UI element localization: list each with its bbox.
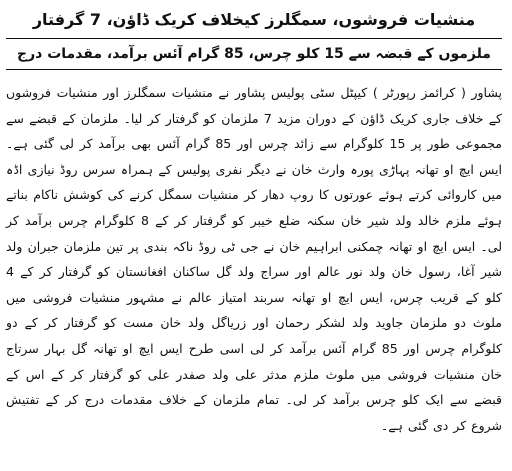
subheadline-divider	[6, 69, 502, 70]
article-subheadline: ملزموں کے قبضہ سے 15 کلو چرس، 85 گرام آئس برآمد، مقدمات درج	[17, 46, 491, 62]
article-headline: منشیات فروشوں، سمگلرز کیخلاف کریک ڈاؤن، 7 گرفتار	[32, 10, 476, 29]
article-body: پشاور ( کرائمز رپورٹر ) کیپٹل سٹی پولیس پشاور نے منشیات سمگلرز اور منشیات فروشوں کے خلاف جاری کریک ڈاؤن کے دوران مزید 7 ملزمان کو گرفتار کر لیا۔ ملزمان کے قبضے سے مجموعی طور پر 15 کلوگرام سے زائد چرس اور 85 گرام آئس بھی برآمد کر لی گئی ہے۔ ایس ایچ او تھانہ پہاڑی پورہ وارث خان نے دیگر نفری پولیس کے ہمراہ سرس روڈ نیازی اڈہ میں کاروائی کرتے ہوئے عورتوں کا روپ دھار کر منشیات سمگل کرنے کی کوشش ناکام بناتے ہوئے ملزم خالد ولد شیر خان سکنہ ضلع خیبر کو گرفتار کر کے 8 کلوگرام چرس برآمد کر لی۔ ایس ایچ او تھانہ چمکنی ابراہیم خان نے جی ٹی روڈ ناکہ بندی پر تین ملزمان جبران ولد شیر آغا، رسول خان ولد نور عالم اور سراج ولد گل ساکنان افغانستان کو گرفتار کر کے 4 کلو کے قریب چرس، ایس ایچ او تھانہ سربند امتیاز عالم نے مشہور منشیات فروشی میں ملوث دو ملزمان جاوید ولد لشکر رحمان اور زریاگل ولد خان مست کو گرفتار کر کے دو کلوگرام چرس اور 85 گرام آئس برآمد کر لی اسی طرح ایس ایچ او تھانہ گل بہار سرتاج خان منشیات فروشی میں ملوث ملزم مدثر علی ولد صفدر علی کو گرفتار کر کے اس کے قبضے سے ایک کلو چرس برآمد کر لی۔ تمام ملزمان کے خلاف مقدمات درج کر کے تفتیش شروع کر دی گئی ہے۔	[6, 85, 503, 433]
